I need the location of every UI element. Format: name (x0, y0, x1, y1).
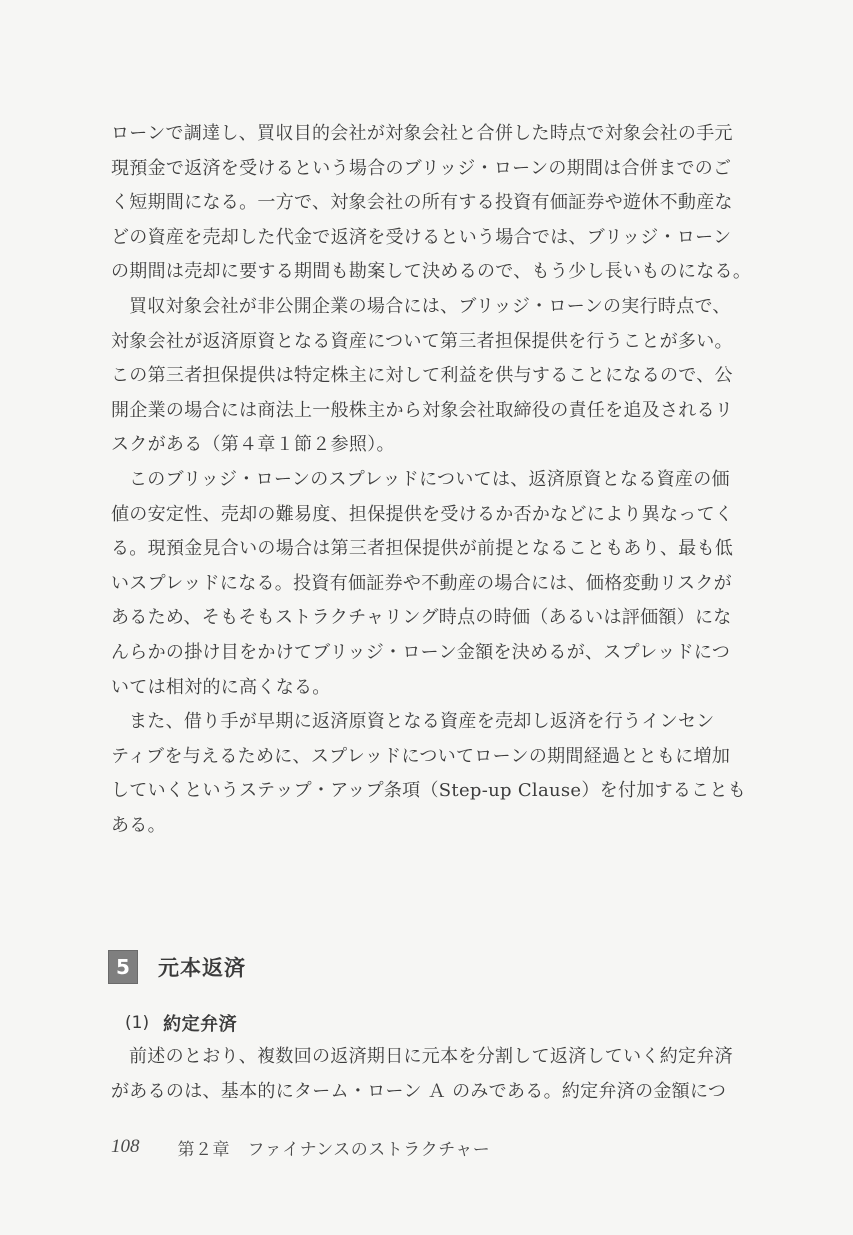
text-line: ティブを与えるために、スプレッドについてローンの期間経過とともに増加 (111, 745, 731, 767)
text-line: ローンで調達し、買収目的会社が対象会社と合併した時点で対象会社の手元 (111, 123, 733, 144)
paragraph (111, 463, 775, 705)
text-line: があるのは、基本的にターム・ローン Ａ のみである。約定弁済の金額につ (111, 1080, 727, 1102)
text-line: 現預金で返済を受けるという場合のブリッジ・ローンの期間は合併までのご (111, 157, 732, 179)
page-footer (111, 1132, 490, 1162)
paragraph (111, 290, 775, 463)
section-number-badge: 5 (108, 950, 138, 984)
text-line: く短期間になる。一方で、対象会社の所有する投資有価証券や遊休不動産な (111, 192, 733, 214)
subsection-heading (125, 1008, 237, 1038)
section-heading (108, 950, 246, 984)
text-line: あるため、そもそもストラクチャリング時点の時価（あるいは評価額）にな (111, 607, 732, 629)
text-line: 値の安定性、売却の難易度、担保提供を受けるか否かなどにより異なってく (111, 503, 734, 525)
text-line: 開企業の場合には商法上一般株主から対象会社取締役の責任を追及されるリ (111, 399, 734, 421)
subsection-title: 約定弁済 (163, 1014, 238, 1035)
text-line: る。現預金見合いの場合は第三者担保提供が前提となることもあり、最も低 (111, 538, 734, 560)
text-line: どの資産を売却した代金で返済を受けるという場合では、ブリッジ・ローン (111, 226, 732, 248)
paragraph (111, 117, 775, 290)
section-title: 元本返済 (158, 956, 246, 980)
text-line: いスプレッドになる。投資有価証券や不動産の場合には、価格変動リスクが (111, 572, 732, 594)
text-line: んらかの掛け目をかけてブリッジ・ローン金額を決めるが、スプレッドにつ (111, 641, 731, 663)
text-line: ある。 (111, 814, 166, 836)
text-line: いては相対的に高くなる。 (111, 676, 331, 698)
text-line: 前述のとおり、複数回の返済期日に元本を分割して返済していく約定弁済 (129, 1046, 733, 1067)
paragraph (111, 705, 775, 843)
text-line: また、借り手が早期に返済原資となる資産を売却し返済を行うインセン (129, 711, 715, 733)
section-body-text (111, 1040, 775, 1109)
subsection-number: (1) (125, 1013, 150, 1033)
running-head: 第２章 ファイナンスのストラクチャー (177, 1139, 491, 1160)
text-line: この第三者担保提供は特定株主に対して利益を供与することになるので、公 (111, 365, 733, 387)
text-line: スクがある（第４章１節２参照）。 (111, 434, 395, 456)
body-text (111, 117, 775, 843)
text-line: 買収対象会社が非公開企業の場合には、ブリッジ・ローンの実行時点で、 (129, 295, 731, 317)
page-number: 108 (111, 1136, 140, 1157)
text-line: 対象会社が返済原資となる資産について第三者担保提供を行うことが多い。 (111, 330, 733, 352)
text-line: の期間は売却に要する期間も勘案して決めるので、もう少し長いものになる。 (111, 261, 752, 283)
text-line: このブリッジ・ローンのスプレッドについては、返済原資となる資産の価 (129, 468, 730, 490)
text-line: していくというステップ・アップ条項（Step-up Clause）を付加することも (111, 780, 747, 802)
